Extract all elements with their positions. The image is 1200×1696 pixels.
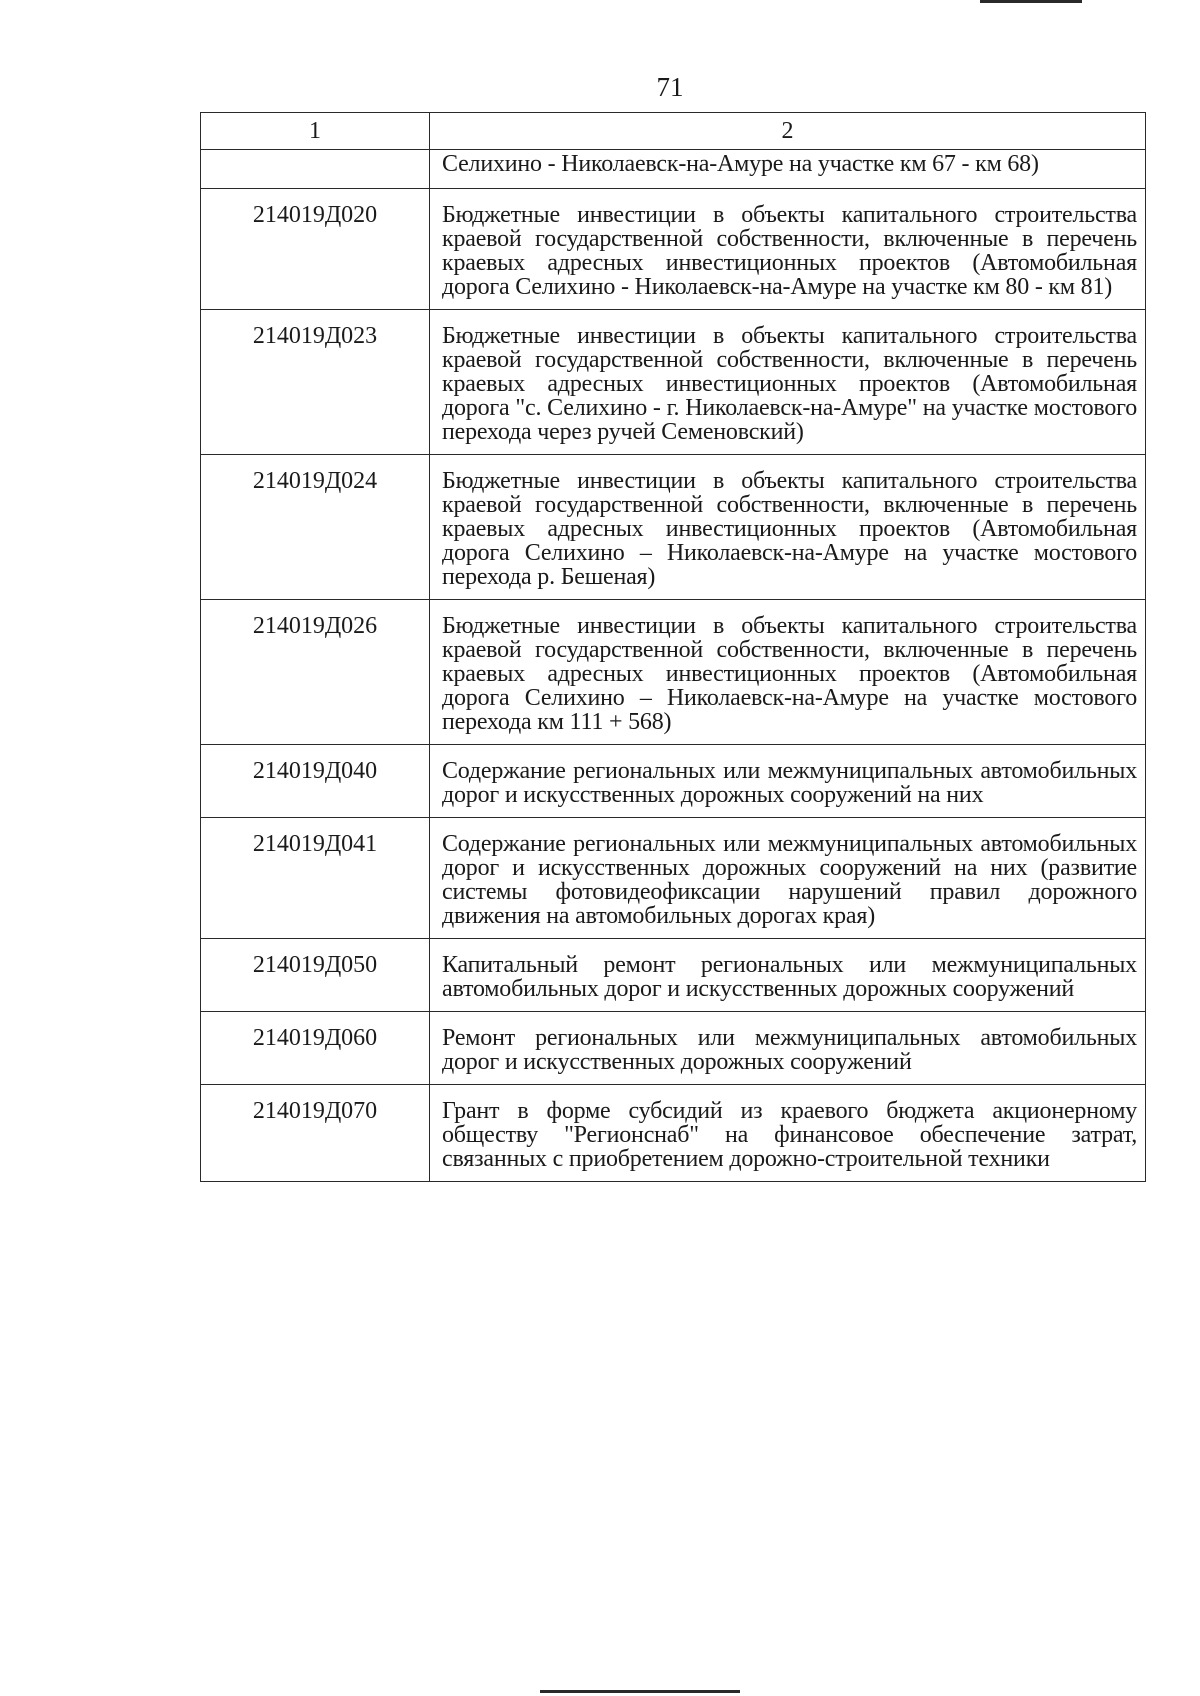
table-row: [201, 310, 1146, 455]
table-row: [201, 600, 1146, 745]
row-code: 214019Д060: [201, 1012, 430, 1085]
row-code: 214019Д026: [201, 600, 430, 745]
row-description: Содержание региональных или межмуниципальных автомобильных дорог и искусственных дорожных сооружений на них: [430, 745, 1146, 818]
table-row: [201, 745, 1146, 818]
column-header-2: 2: [430, 113, 1146, 150]
row-code: 214019Д041: [201, 818, 430, 939]
row-description: Бюджетные инвестиции в объекты капитального строительства краевой государственной собственности, включенные в перечень краевых адресных инвестиционных проектов (Автомобильная дорога "с. Селихино - г. Николаевск-на-Амуре" на участке мостового перехода через ручей Семеновский): [430, 310, 1146, 455]
table-header-row: [201, 113, 1146, 150]
table-row: [201, 939, 1146, 1012]
row-description: Бюджетные инвестиции в объекты капитального строительства краевой государственной собственности, включенные в перечень краевых адресных инвестиционных проектов (Автомобильная дорога Селихино – Николаевск-на-Амуре на участке мостового перехода р. Бешеная): [430, 455, 1146, 600]
table-row: [201, 818, 1146, 939]
row-code: 214019Д020: [201, 189, 430, 310]
row-code: 214019Д024: [201, 455, 430, 600]
table-row: [201, 150, 1146, 189]
table-row: [201, 1012, 1146, 1085]
row-description: Бюджетные инвестиции в объекты капитального строительства краевой государственной собственности, включенные в перечень краевых адресных инвестиционных проектов (Автомобильная дорога Селихино – Николаевск-на-Амуре на участке мостового перехода км 111 + 568): [430, 600, 1146, 745]
row-code: 214019Д040: [201, 745, 430, 818]
scan-mark-top: [980, 0, 1082, 3]
row-code: 214019Д023: [201, 310, 430, 455]
table-row: [201, 455, 1146, 600]
row-description: Ремонт региональных или межмуниципальных автомобильных дорог и искусственных дорожных сооружений: [430, 1012, 1146, 1085]
table-row: [201, 189, 1146, 310]
page-number: 71: [656, 72, 684, 102]
row-description: Грант в форме субсидий из краевого бюджета акционерному обществу "Регионснаб" на финансовое обеспечение затрат, связанных с приобретением дорожно-строительной техники: [430, 1085, 1146, 1182]
row-code: [201, 150, 430, 189]
row-description: Селихино - Николаевск-на-Амуре на участке км 67 - км 68): [430, 150, 1146, 189]
column-header-1: 1: [201, 113, 430, 150]
scan-mark-bottom: [540, 1690, 740, 1693]
row-description: Капитальный ремонт региональных или межмуниципальных автомобильных дорог и искусственных дорожных сооружений: [430, 939, 1146, 1012]
table-row: [201, 1085, 1146, 1182]
row-code: 214019Д070: [201, 1085, 430, 1182]
budget-codes-table: [200, 112, 1146, 1182]
row-description: Содержание региональных или межмуниципальных автомобильных дорог и искусственных дорожных сооружений на них (развитие системы фотовидеофиксации нарушений правил дорожного движения на автомобильных дорогах края): [430, 818, 1146, 939]
row-code: 214019Д050: [201, 939, 430, 1012]
row-description: Бюджетные инвестиции в объекты капитального строительства краевой государственной собственности, включенные в перечень краевых адресных инвестиционных проектов (Автомобильная дорога Селихино - Николаевск-на-Амуре на участке км 80 - км 81): [430, 189, 1146, 310]
